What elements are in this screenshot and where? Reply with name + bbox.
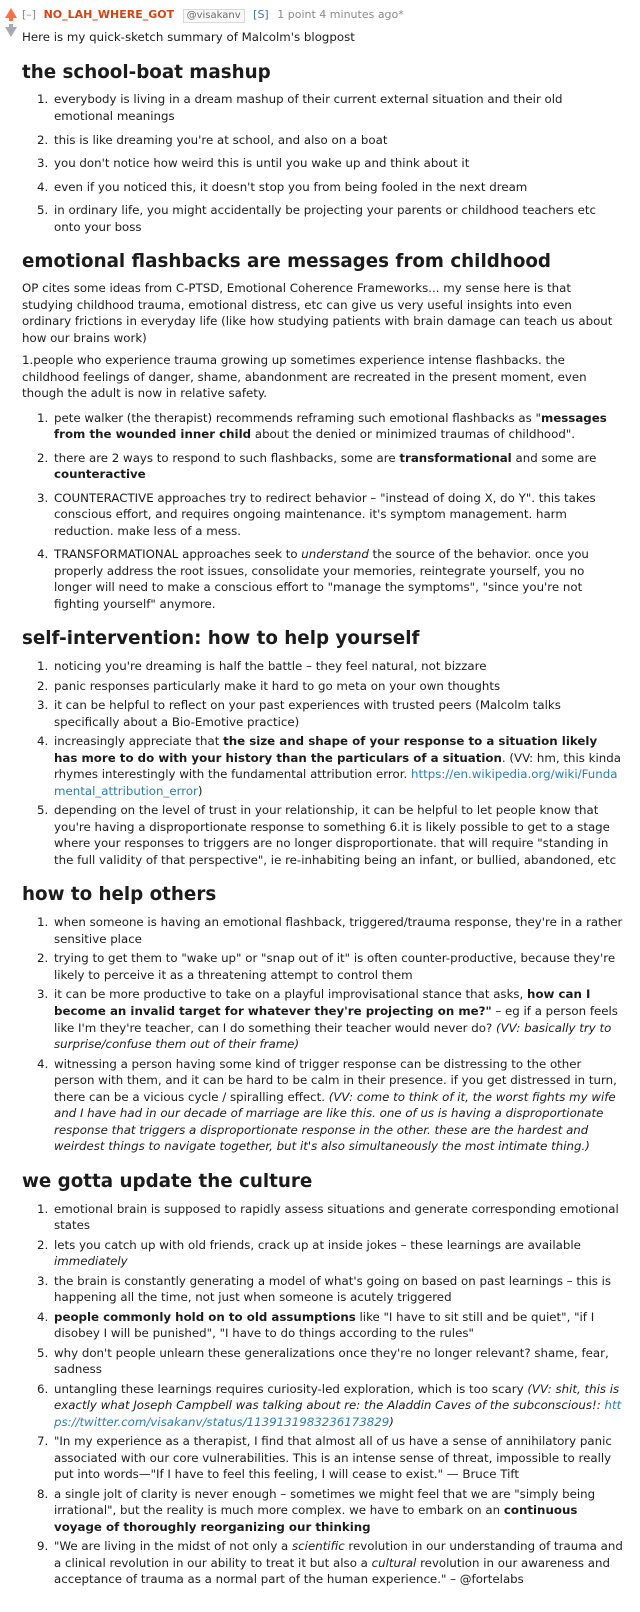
list-item <box>52 950 624 983</box>
list-item <box>52 678 624 695</box>
text-run: emotional brain is supposed to rapidly assess situations and generate corresponding emotional states <box>54 1201 619 1233</box>
text-run: (VV: basically try to surprise/confuse them out of their frame) <box>54 1020 612 1052</box>
list-item <box>52 914 624 947</box>
text-run: messages from the wounded inner child <box>54 410 607 442</box>
text-run: the brain is constantly generating a model of what's going on based on past learnings – this is happening all the time, not just when someone is acutely triggered <box>54 1273 612 1305</box>
inline-link[interactable]: https://en.wikipedia.org/wiki/Fundamental_attribution_error <box>54 767 618 798</box>
text-run: and some are <box>511 450 597 465</box>
text-run: this is like dreaming you're at school, and also on a boat <box>54 132 388 147</box>
text-run: noticing you're dreaming is half the battle – they feel natural, not bizzare <box>54 659 487 674</box>
text-run: transformational <box>399 450 512 465</box>
list-item <box>52 410 624 443</box>
text-run: it can be helpful to reflect on your past experiences with trusted peers (Malcolm talks specifically about a Bio-Emotive practice) <box>54 698 561 729</box>
text-run: you don't notice how weird this is until you wake up and think about it <box>54 156 470 171</box>
text-run: OP cites some ideas from C-PTSD, Emotional Coherence Frameworks... my sense here is that studying childhood trauma, emotional distress, etc can give us very useful insights into even ordinary frictions in everyday life (like how studying patients with brain damage can teach us about how our brains work) <box>22 281 613 345</box>
comment-timestamp: 4 minutes ago* <box>319 8 404 21</box>
collapse-toggle[interactable]: [–] <box>22 8 37 21</box>
text-run: cultural <box>371 1555 417 1570</box>
section-paragraph <box>22 352 624 402</box>
author-link[interactable]: NO_LAH_WHERE_GOT <box>43 8 175 21</box>
text-run: 1.people who experience trauma growing up sometimes experience intense flashbacks. the childhood feelings of danger, shame, abandonment are recreated in the present moment, even though the adult is now in relative safety. <box>22 353 587 401</box>
comment-score: 1 point <box>277 8 316 21</box>
section-heading-2: emotional flashbacks are messages from childhood <box>22 251 552 273</box>
list-item <box>52 986 624 1052</box>
text-run: about the denied or minimized traumas of childhood". <box>251 427 576 442</box>
comment-header <box>22 7 624 23</box>
section-heading-1: the school-boat mashup <box>22 61 271 83</box>
text-run: ) <box>389 1414 394 1429</box>
text-run: in ordinary life, you might accidentally be projecting your parents or childhood teachers etc onto your boss <box>54 203 596 234</box>
text-run: panic responses particularly make it hard to go meta on your own thoughts <box>54 678 501 693</box>
list-item <box>52 1538 624 1588</box>
list-item <box>52 202 624 235</box>
upvote-arrow-icon[interactable] <box>5 8 17 18</box>
text-run: like "I have to sit still and be quiet", "if I disobey I will be punished", "I have to do things according to the rules" <box>54 1309 595 1341</box>
text-run: (VV: shit, this is exactly what Joseph Campbell was talking about re: the Aladdin Caves of the subconscious!: <box>54 1381 620 1413</box>
text-run: increasingly appreciate that <box>54 734 224 749</box>
list-item <box>52 490 624 540</box>
list-item <box>52 1273 624 1306</box>
text-run: even if you noticed this, it doesn't stop you from being fooled in the next dream <box>54 179 528 194</box>
section-heading-5: we gotta update the culture <box>22 1170 313 1192</box>
numbered-list <box>22 1201 624 1588</box>
intro-paragraph: Here is my quick-sketch summary of Malcolm's blogpost <box>22 30 355 44</box>
numbered-list <box>22 914 624 1154</box>
text-run: lets you catch up with old friends, crack up at inside jokes – these learnings are available <box>54 1237 581 1252</box>
text-run: pete walker (the therapist) recommends reframing such emotional flashbacks as " <box>54 410 541 425</box>
submitter-tag[interactable]: [S] <box>253 8 269 21</box>
text-run: "In my experience as a therapist, I find that almost all of us have a sense of annihilatory panic associated with our core vulnerabilities. This is an intense sense of threat, impossible to really put into words—"If I have to feel this feeling, I will cease to exist." — Bruce Tift <box>54 1434 612 1482</box>
list-item <box>52 802 624 868</box>
text-run: "We are living in the midst of not only a <box>54 1539 293 1554</box>
text-run: a single jolt of clarity is never enough – sometimes we might feel that we are "simply being irrational", but the reality is much more complex. we have to embark on an <box>54 1486 596 1518</box>
list-item <box>52 546 624 612</box>
list-item <box>52 1201 624 1234</box>
text-run: (VV: come to think of it, the worst fights my wife and I have had in our decade of marriage are like this. one of us is having a disproportionate response that triggers a disproportionate response in the other. these are the hardest and weirdest things to navigate together, but it's also simultaneously the most intimate thing.) <box>54 1089 616 1154</box>
text-run: the size and shape of your response to a situation likely has more to do with your history than the particulars of a situation <box>54 734 598 765</box>
inline-link[interactable]: https://twitter.com/visakanv/status/1139131983236173829 <box>54 1398 622 1429</box>
text-run: immediately <box>54 1254 128 1269</box>
text-run: depending on the level of trust in your relationship, it can be helpful to let people know that you're having a disproportionate response to something 6.it is likely possible to get to a stage where your responses to triggers are no longer disproportionate. that will require "standing in the full validity of that perspective", ie re-inhabiting being an infant, or bullied, abandoned, etc <box>54 803 617 867</box>
text-run: why don't people unlearn these generalizations once they're no longer relevant? shame, fear, sadness <box>54 1345 609 1377</box>
list-item <box>52 697 624 730</box>
author-flair: @visakanv <box>183 9 245 23</box>
numbered-list <box>22 91 624 235</box>
vote-column <box>3 8 18 37</box>
list-item <box>52 1486 624 1536</box>
text-run: everybody is living in a dream mashup of their current external situation and their old emotional meanings <box>54 92 563 123</box>
list-item <box>52 91 624 124</box>
text-run: it can be more productive to take on a playful improvisational stance that asks, <box>54 987 528 1002</box>
text-run: untangling these learnings requires curiosity-led exploration, which is too scary <box>54 1381 528 1396</box>
text-run: continuous voyage of thoroughly reorganizing our thinking <box>54 1503 578 1534</box>
text-run: when someone is having an emotional flashback, triggered/trauma response, they're in a rather sensitive place <box>54 915 623 946</box>
text-run: revolution in our understanding of trauma and a clinical revolution in our ability to treat it but also a <box>54 1539 623 1570</box>
list-item <box>52 132 624 149</box>
list-item <box>52 1237 624 1270</box>
text-run: people commonly hold on to old assumptions <box>54 1309 356 1324</box>
text-run: COUNTERACTIVE approaches try to redirect behavior – "instead of doing X, do Y". this takes conscious effort, and requires ongoing maintenance. it's symptom management. harm reduction. make less of a mess. <box>54 490 596 538</box>
list-item <box>52 1433 624 1483</box>
comment-body <box>22 29 624 1588</box>
text-run: the source of the behavior. once you properly address the root issues, consolidate your memories, reintegrate yourself, you no longer will need to make a conscious effort to "manage the symptoms", "since you're not fighting yourself" anymore. <box>54 547 589 611</box>
section-paragraph <box>22 280 624 346</box>
text-run: witnessing a person having some kind of trigger response can be distressing to the other person with them, and it can be hard to be calm in their presence. if you get distressed in turn, there can be a vicious cycle / spiralling effect. <box>54 1056 617 1104</box>
text-run: – eg if a person feels like I'm they're teacher, can I do something their teacher would never do? <box>54 1003 618 1035</box>
text-run: revolution in our awareness and acceptance of trauma as a normal part of the human experience." – @fortelabs <box>54 1555 610 1587</box>
text-run: understand <box>301 547 369 562</box>
numbered-list <box>22 410 624 613</box>
downvote-arrow-icon[interactable] <box>5 27 17 37</box>
list-item <box>52 1056 624 1155</box>
text-run: scientific <box>292 1539 345 1554</box>
list-item <box>52 450 624 483</box>
list-item <box>52 155 624 172</box>
text-run: counteractive <box>54 467 146 482</box>
text-run: trying to get them to "wake up" or "snap out of it" is often counter-productive, because they're likely to perceive it as a threatening attempt to control them <box>54 951 616 982</box>
list-item <box>52 1309 624 1342</box>
text-run: how can I become an invalid target for whatever they're projecting on me?" <box>54 987 591 1018</box>
list-item <box>52 1381 624 1431</box>
section-heading-4: how to help others <box>22 884 217 906</box>
list-item <box>52 1345 624 1378</box>
text-run: there are 2 ways to respond to such flashbacks, some are <box>54 450 400 465</box>
list-item <box>52 658 624 675</box>
numbered-list <box>22 658 624 868</box>
list-item <box>52 733 624 799</box>
text-run: ) <box>197 783 203 798</box>
text-run: . (VV: hm, this kinda rhymes interestingly with the fundamental attribution error. <box>54 750 621 782</box>
section-heading-3: self-intervention: how to help yourself <box>22 628 420 650</box>
list-item <box>52 179 624 196</box>
text-run: TRANSFORMATIONAL approaches seek to <box>54 547 302 562</box>
